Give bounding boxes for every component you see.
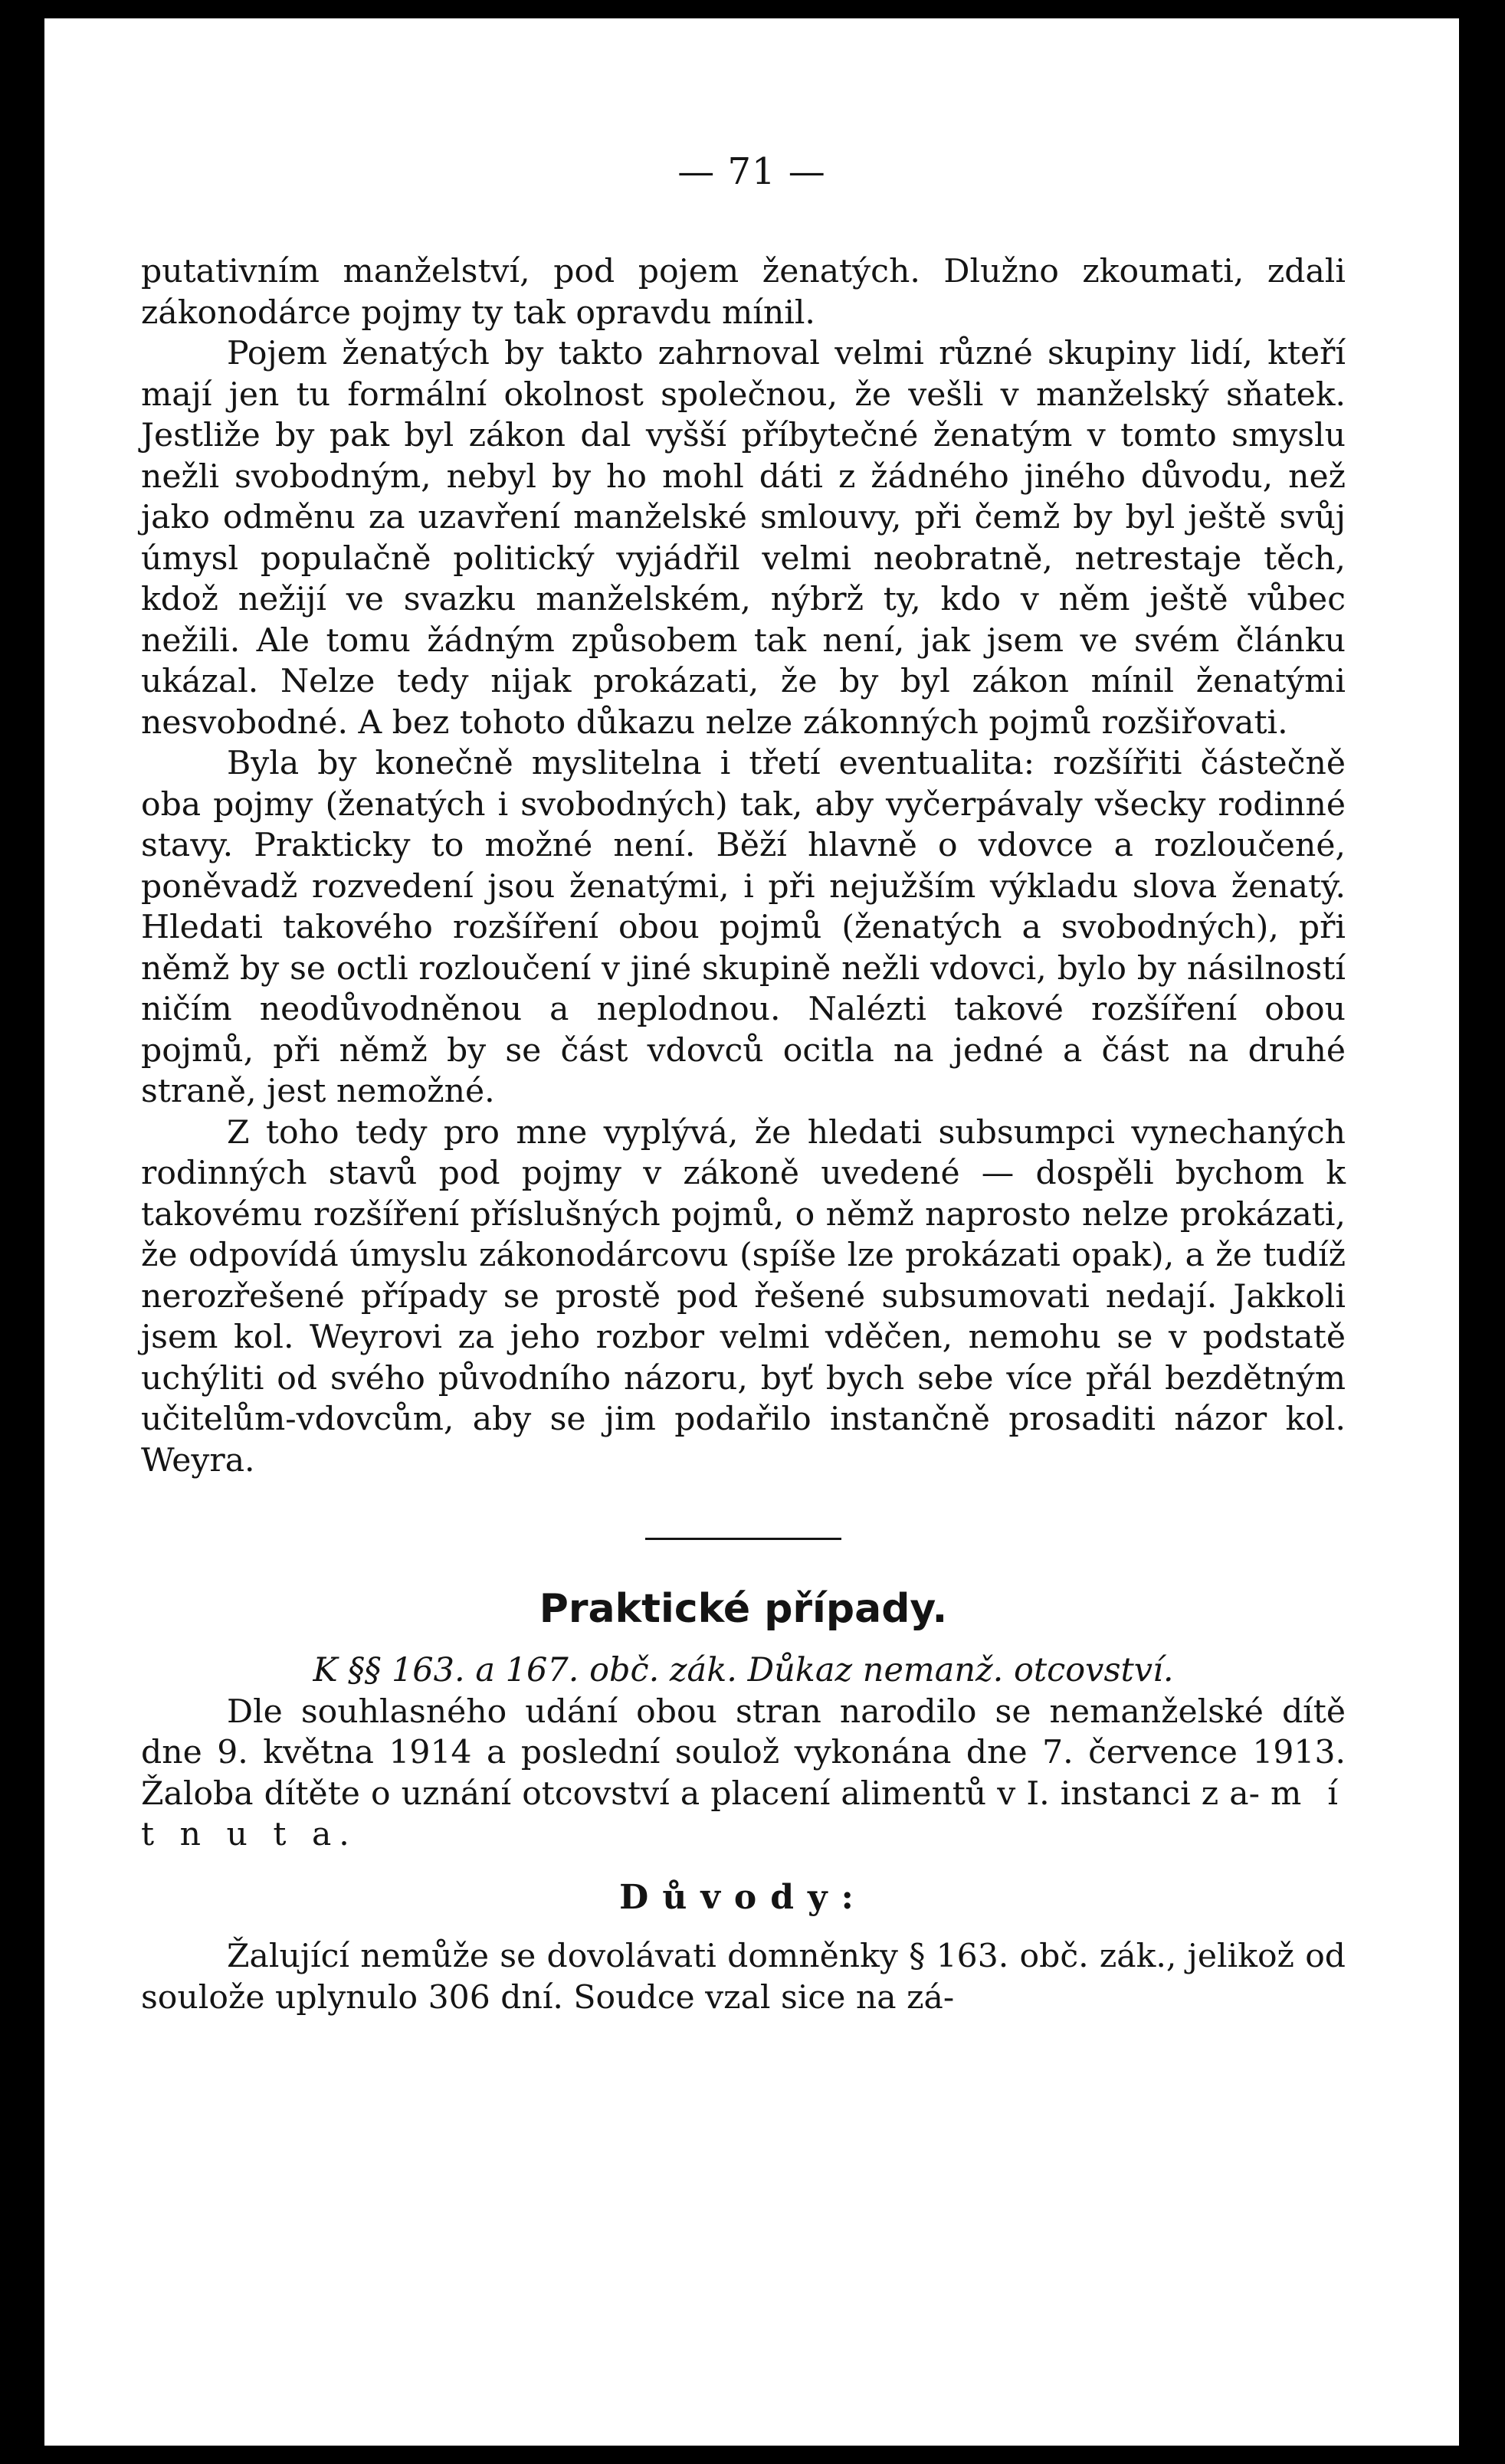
- case-facts-spaced-word: m í t n u t a.: [141, 1774, 1346, 1853]
- page-number: — 71 —: [677, 150, 826, 193]
- paragraph-case-facts: [141, 1692, 1346, 1856]
- section-divider: [645, 1538, 841, 1540]
- case-facts-text: Dle souhlasného udání obou stran narodilo se nemanželské dítě dne 9. května 1914 a poslední soulož vykonána dne 7. července 1913. Žaloba dítěte o uznání otcovství a placení alimentů v I. instanci z a-: [141, 1692, 1346, 1813]
- reasons-heading: Důvody:: [619, 1877, 867, 1917]
- paragraph-concept-married: Pojem ženatých by takto zahrnoval velmi různé skupiny lidí, kteří mají jen tu formální okolnost společnou, že vešli v manželský sňatek. Jestliže by pak byl zákon dal vyšší příbytečné ženatým v tomto smyslu nežli svobodným, nebyl by ho mohl dáti z žádného jiného důvodu, než jako odměnu za uzavření manželské smlouvy, při čemž by byl ještě svůj úmysl populačně politický vyjádřil velmi neobratně, netrestaje těch, kdož nežijí ve svazku manželském, nýbrž ty, kdo v něm ještě vůbec nežili. Ale tomu žádným způsobem tak není, jak jsem ve svém článku ukázal. Nelze tedy nijak prokázati, že by byl zákon mínil ženatými nesvobodné. A bez tohoto důkazu nelze zákonných pojmů rozšiřovati.: [141, 335, 1346, 742]
- main-text-column: [141, 251, 1346, 2018]
- document-page: [44, 18, 1459, 2446]
- paragraph-reasons: Žalující nemůže se dovolávati domněnky § 163. obč. zák., jelikož od soulože uplynulo 306 dní. Soudce vzal sice na zá-: [141, 1938, 1346, 2017]
- paragraph-conclusion: Z toho tedy pro mne vyplývá, že hledati subsumpci vynechaných rodinných stavů pod pojmy v zákoně uvedené — dospěli bychom k takovému rozšíření příslušných pojmů, o němž naprosto nelze prokázati, že odpovídá úmyslu zákonodárcovu (spíše lze prokázati opak), a že tudíž nerozřešené případy se prostě pod řešené subsumovati nedají. Jakkoli jsem kol. Weyrovi za jeho rozbor velmi vděčen, nemohu se v podstatě uchýliti od svého původního názoru, byť bych sebe více přál bezdětným učitelům-vdovcům, aby se jim podařilo instančně prosaditi názor kol. Weyra.: [141, 1113, 1346, 1479]
- paragraph-putative-marriage: putativním manželství, pod pojem ženatých. Dlužno zkoumati, zdali zákonodárce pojmy ty tak opravdu mínil.: [141, 253, 1346, 332]
- case-heading: K §§ 163. a 167. obč. zák. Důkaz nemanž. otcovství.: [313, 1651, 1174, 1689]
- paragraph-third-eventuality: Byla by konečně myslitelna i třetí eventualita: rozšířiti částečně oba pojmy (ženatých i svobodných) tak, aby vyčerpávaly všecky rodinné stavy. Prakticky to možné není. Běží hlavně o vdovce a rozloučené, poněvadž rozvedení jsou ženatými, i při nejužším výkladu slova ženatý. Hledati takového rozšíření obou pojmů (ženatých a svobodných), při němž by se octli rozloučení v jiné skupině nežli vdovci, bylo by násilností ničím neodůvodněnou a neplodnou. Nalézti takové rozšíření obou pojmů, při němž by se část vdovců ocitla na jedné a část na druhé straně, jest nemožné.: [141, 745, 1346, 1110]
- section-title: Praktické případy.: [539, 1586, 948, 1632]
